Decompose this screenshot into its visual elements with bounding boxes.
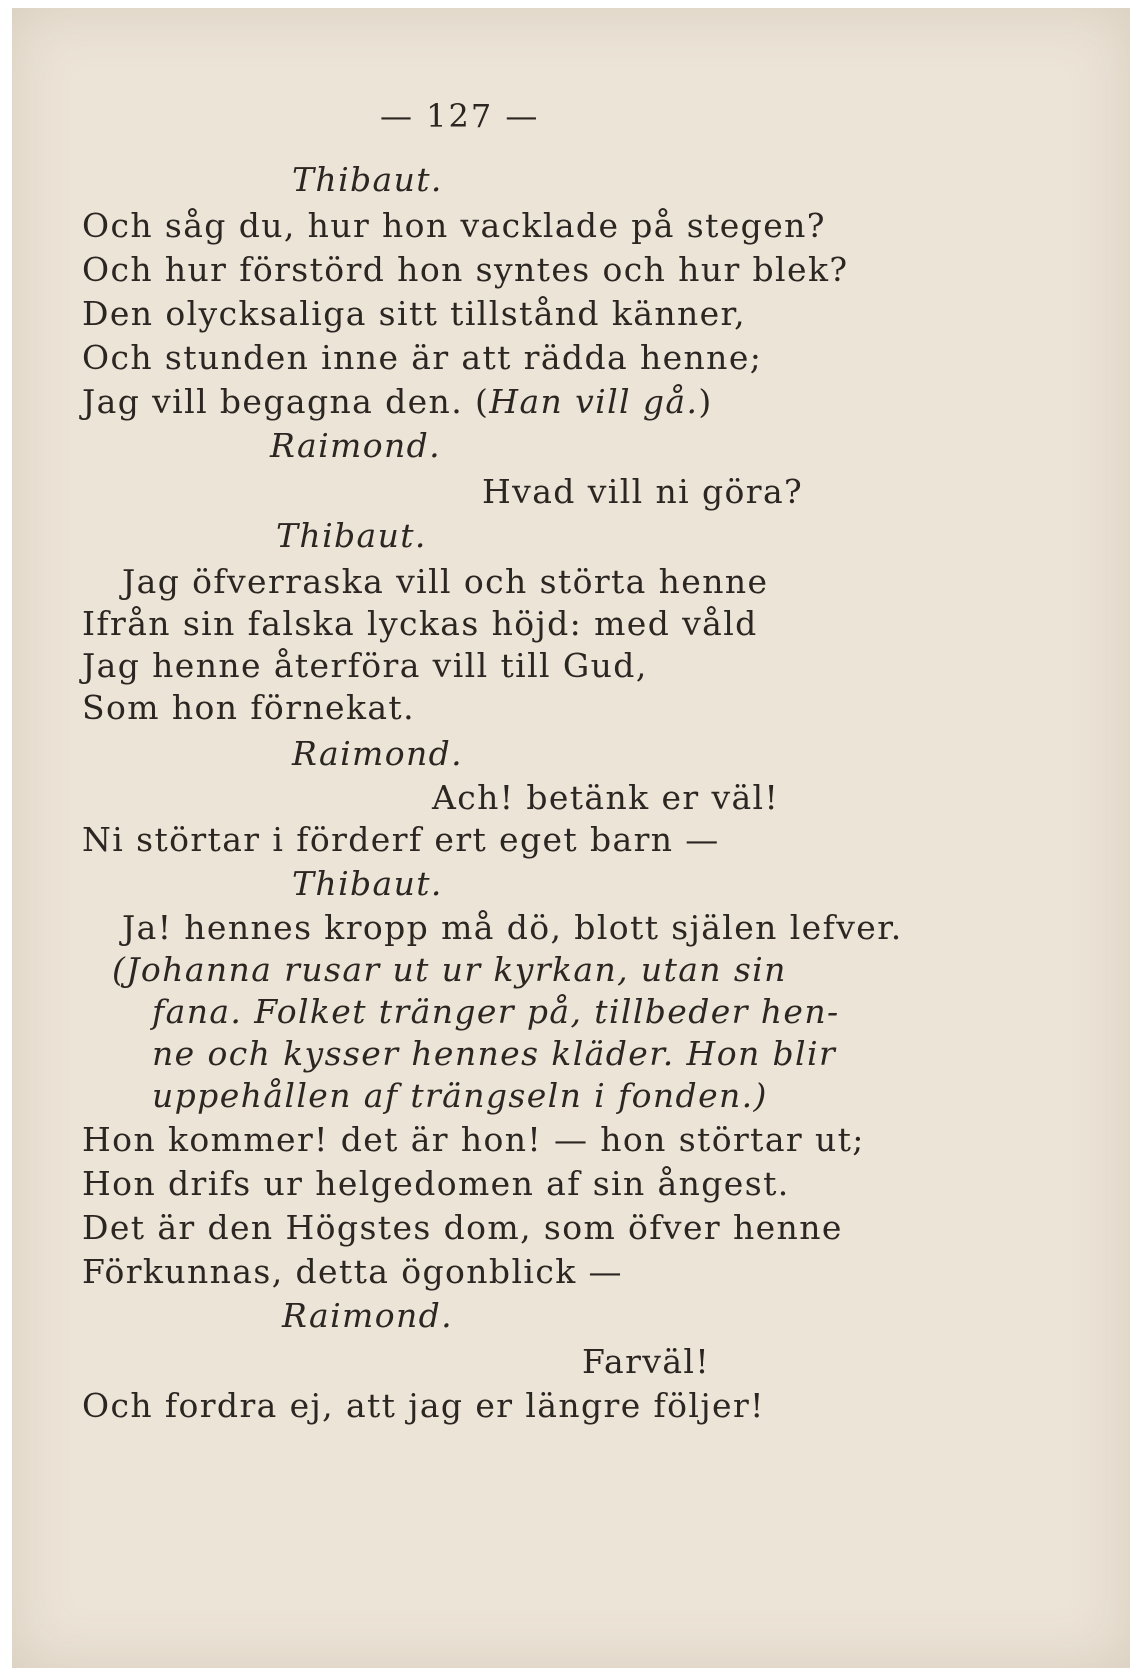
verse-line: Förkunnas, detta ögonblick — [82, 1252, 623, 1291]
page-number: — 127 — [380, 97, 540, 135]
verse-line: Den olycksaliga sitt tillstånd känner, [82, 294, 746, 333]
speaker-thibaut: Thibaut. [276, 516, 427, 555]
verse-line: Som hon förnekat. [82, 688, 415, 727]
verse-line: Jag henne återföra vill till Gud, [82, 646, 648, 685]
speaker-thibaut: Thibaut. [292, 160, 443, 199]
verse-line: Jag öfverraska vill och störta henne [122, 562, 769, 601]
verse-line: Och hur förstörd hon syntes och hur blek? [82, 250, 849, 289]
speaker-raimond: Raimond. [292, 734, 464, 773]
verse-line: Ja! hennes kropp må dö, blott själen lefver. [122, 908, 903, 947]
verse-line: Det är den Högstes dom, som öfver henne [82, 1208, 843, 1247]
book-page [12, 8, 1130, 1668]
verse-line: Hon kommer! det är hon! — hon störtar ut; [82, 1120, 865, 1159]
speaker-raimond: Raimond. [282, 1296, 454, 1335]
stage-direction: ne och kysser hennes kläder. Hon blir [152, 1034, 837, 1073]
verse-line: Farväl! [582, 1342, 711, 1381]
verse-text: Jag vill begagna den. ( [82, 382, 490, 421]
verse-line: Ach! betänk er väl! [432, 778, 780, 817]
stage-direction: uppehållen af trängseln i fonden.) [152, 1076, 768, 1115]
verse-line: Ni störtar i förderf ert eget barn — [82, 820, 720, 859]
verse-line: Hon drifs ur helgedomen af sin ångest. [82, 1164, 790, 1203]
verse-line: Och stunden inne är att rädda henne; [82, 338, 763, 377]
speaker-thibaut: Thibaut. [292, 864, 443, 903]
verse-line: Ifrån sin falska lyckas höjd: med våld [82, 604, 758, 643]
verse-line [82, 382, 713, 422]
verse-line: Och såg du, hur hon vacklade på stegen? [82, 206, 826, 245]
stage-direction: fana. Folket tränger på, tillbeder hen- [152, 992, 840, 1031]
stage-direction: (Johanna rusar ut ur kyrkan, utan sin [112, 950, 787, 989]
verse-text: ) [698, 382, 713, 421]
speaker-raimond: Raimond. [270, 426, 442, 465]
verse-line: Hvad vill ni göra? [482, 472, 804, 511]
verse-line: Och fordra ej, att jag er längre följer! [82, 1386, 765, 1425]
stage-direction: Han vill gå. [489, 382, 699, 421]
page-text [12, 8, 1130, 1668]
